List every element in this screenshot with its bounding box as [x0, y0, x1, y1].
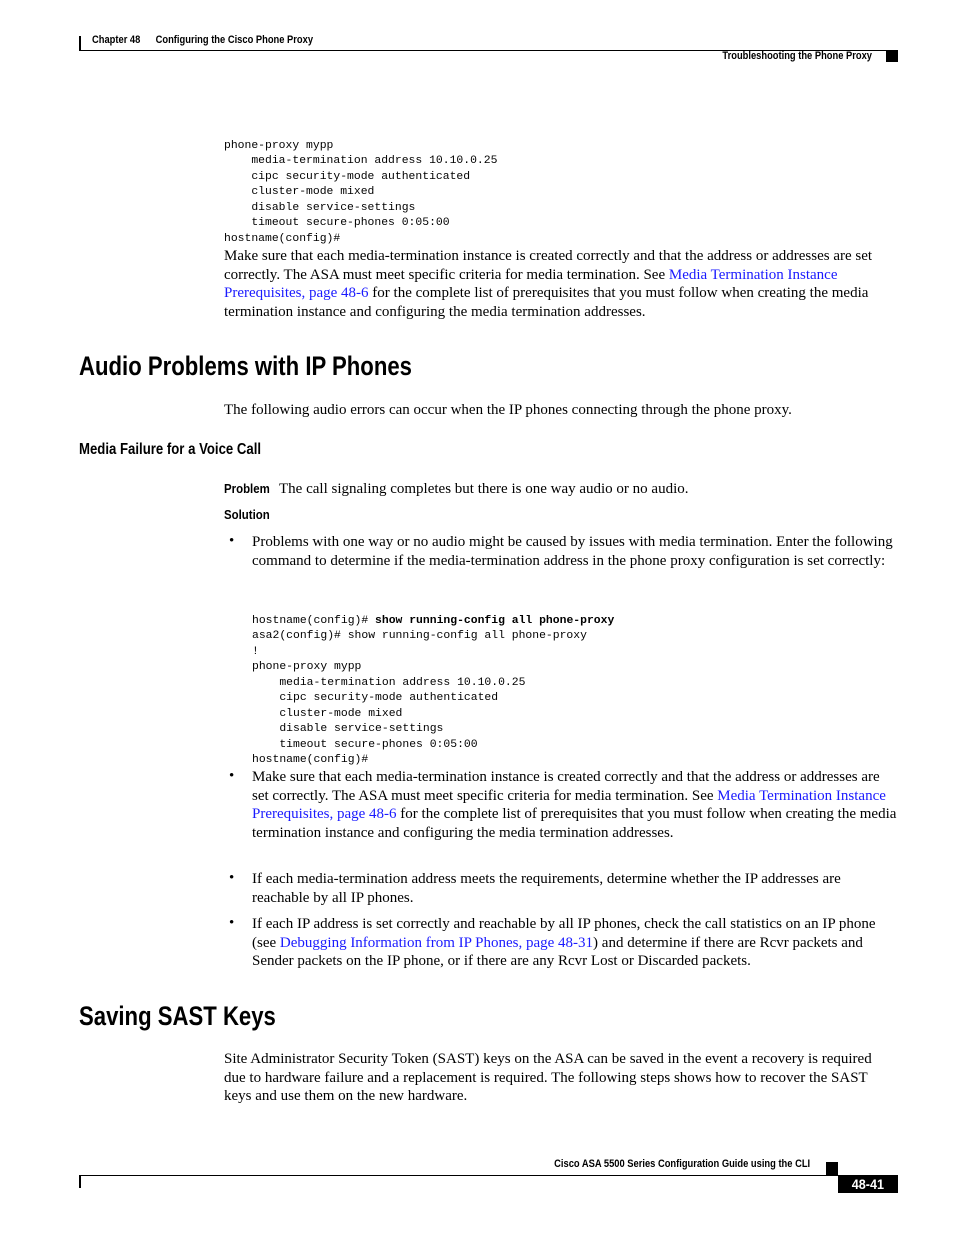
header-left-bar: [79, 36, 81, 51]
code-command: show running-config all phone-proxy: [375, 614, 615, 627]
chapter-title: Configuring the Cisco Phone Proxy: [155, 34, 314, 46]
link-media-termination-prereqs[interactable]: Media Termination Instance Prerequisites, page 48-6: [224, 266, 838, 302]
code-line: phone-proxy mypp: [252, 661, 362, 673]
sast-paragraph: Site Administrator Security Token (SAST) keys on the ASA can be saved in the event a recovery is required due to hardware failure and a replacement is required. The following steps shows how to recover the SAST keys and use them on the new hardware.: [224, 1051, 872, 1105]
solution-label: Solution: [224, 507, 270, 522]
code-line: hostname(config)#: [252, 754, 369, 766]
footer-block: [826, 1162, 838, 1175]
code-block-2: [252, 598, 614, 769]
problem-label: Problem: [224, 481, 270, 496]
heading-saving-sast-keys: Saving SAST Keys: [79, 1001, 276, 1031]
code-prompt: hostname(config)#: [252, 614, 376, 627]
text: for the complete list of prerequisites that you must follow when creating the media termination instance and configuring the media termination addresses.: [252, 806, 897, 842]
code-line: !: [252, 645, 259, 658]
text: ) and determine if there are Rcvr packets and Sender packets on the IP phone, or if there are any Rcvr Lost or Discarded packets.: [252, 934, 863, 970]
text: If each IP address is set correctly and reachable by all IP phones, check the call statistics on an IP phone (see: [252, 916, 876, 951]
bullet-icon: •: [229, 768, 235, 784]
footer-rule: [79, 1175, 839, 1176]
text: for the complete list of prerequisites that you must follow when creating the media termination instance and configuring the media termination addresses.: [224, 285, 869, 321]
code-line: disable service-settings: [252, 723, 444, 735]
paragraph-media-termination: [224, 247, 898, 322]
code-line: cipc security-mode authenticated: [252, 692, 499, 704]
bullet-icon: •: [229, 533, 235, 549]
problem-text: The call signaling completes but there is one way audio or no audio.: [279, 481, 689, 497]
code-line: [252, 614, 614, 630]
text: Make sure that each media-termination instance is created correctly and that the address or addresses are set correctly. The ASA must meet specific criteria for media termination. See: [252, 769, 880, 804]
code-line: cluster-mode mixed: [224, 186, 375, 198]
page-number: 48-41: [851, 1176, 885, 1192]
header-section: Troubleshooting the Phone Proxy: [722, 50, 872, 62]
footer-book-title: Cisco ASA 5500 Series Configuration Guide using the CLI: [554, 1158, 810, 1170]
code-line: cluster-mode mixed: [252, 707, 403, 720]
footer-left-bar: [79, 1175, 81, 1188]
code-line: timeout secure-phones 0:05:00: [252, 738, 478, 751]
text: Make sure that each media-termination instance is created correctly and that the address or addresses are set correctly. The ASA must meet specific criteria for media termination. See: [224, 248, 873, 283]
code-line: cipc security-mode authenticated: [224, 170, 471, 183]
chapter-number: Chapter 48: [92, 34, 141, 46]
code-line: asa2(config)# show running-config all phone-proxy: [252, 630, 587, 642]
code-line: disable service-settings: [224, 201, 416, 214]
bullet-icon: •: [229, 870, 235, 886]
code-line: media-termination address 10.10.0.25: [224, 155, 498, 167]
heading-audio-problems: Audio Problems with IP Phones: [79, 351, 412, 381]
bullet-2: [252, 768, 898, 843]
code-block-1: [224, 123, 497, 247]
code-line: media-termination address 10.10.0.25: [252, 676, 526, 689]
header-chapter: [92, 34, 313, 46]
header-block: [886, 50, 898, 62]
link-debugging-info[interactable]: Debugging Information from IP Phones, page 48-31: [279, 934, 594, 951]
bullet-3: If each media-termination address meets the requirements, determine whether the IP addresses are reachable by all IP phones.: [252, 871, 841, 906]
heading-media-failure: Media Failure for a Voice Call: [79, 441, 262, 458]
code-line: hostname(config)#: [224, 232, 341, 245]
bullet-icon: •: [229, 915, 235, 931]
bullet-4: [252, 915, 898, 971]
code-line: timeout secure-phones 0:05:00: [224, 217, 450, 229]
audio-intro: The following audio errors can occur when the IP phones connecting through the phone proxy.: [224, 402, 792, 418]
problem-line: [224, 480, 898, 499]
solution-label-row: [224, 506, 276, 525]
code-line: phone-proxy mypp: [224, 139, 334, 152]
link-media-termination-prereqs[interactable]: Media Termination Instance Prerequisites, page 48-6: [252, 787, 886, 823]
bullet-1: Problems with one way or no audio might be caused by issues with media termination. Enter the following command to determine if the media-termination address in the phone proxy configuration is set correctly:: [252, 534, 893, 569]
page-number-box: [838, 1175, 898, 1193]
